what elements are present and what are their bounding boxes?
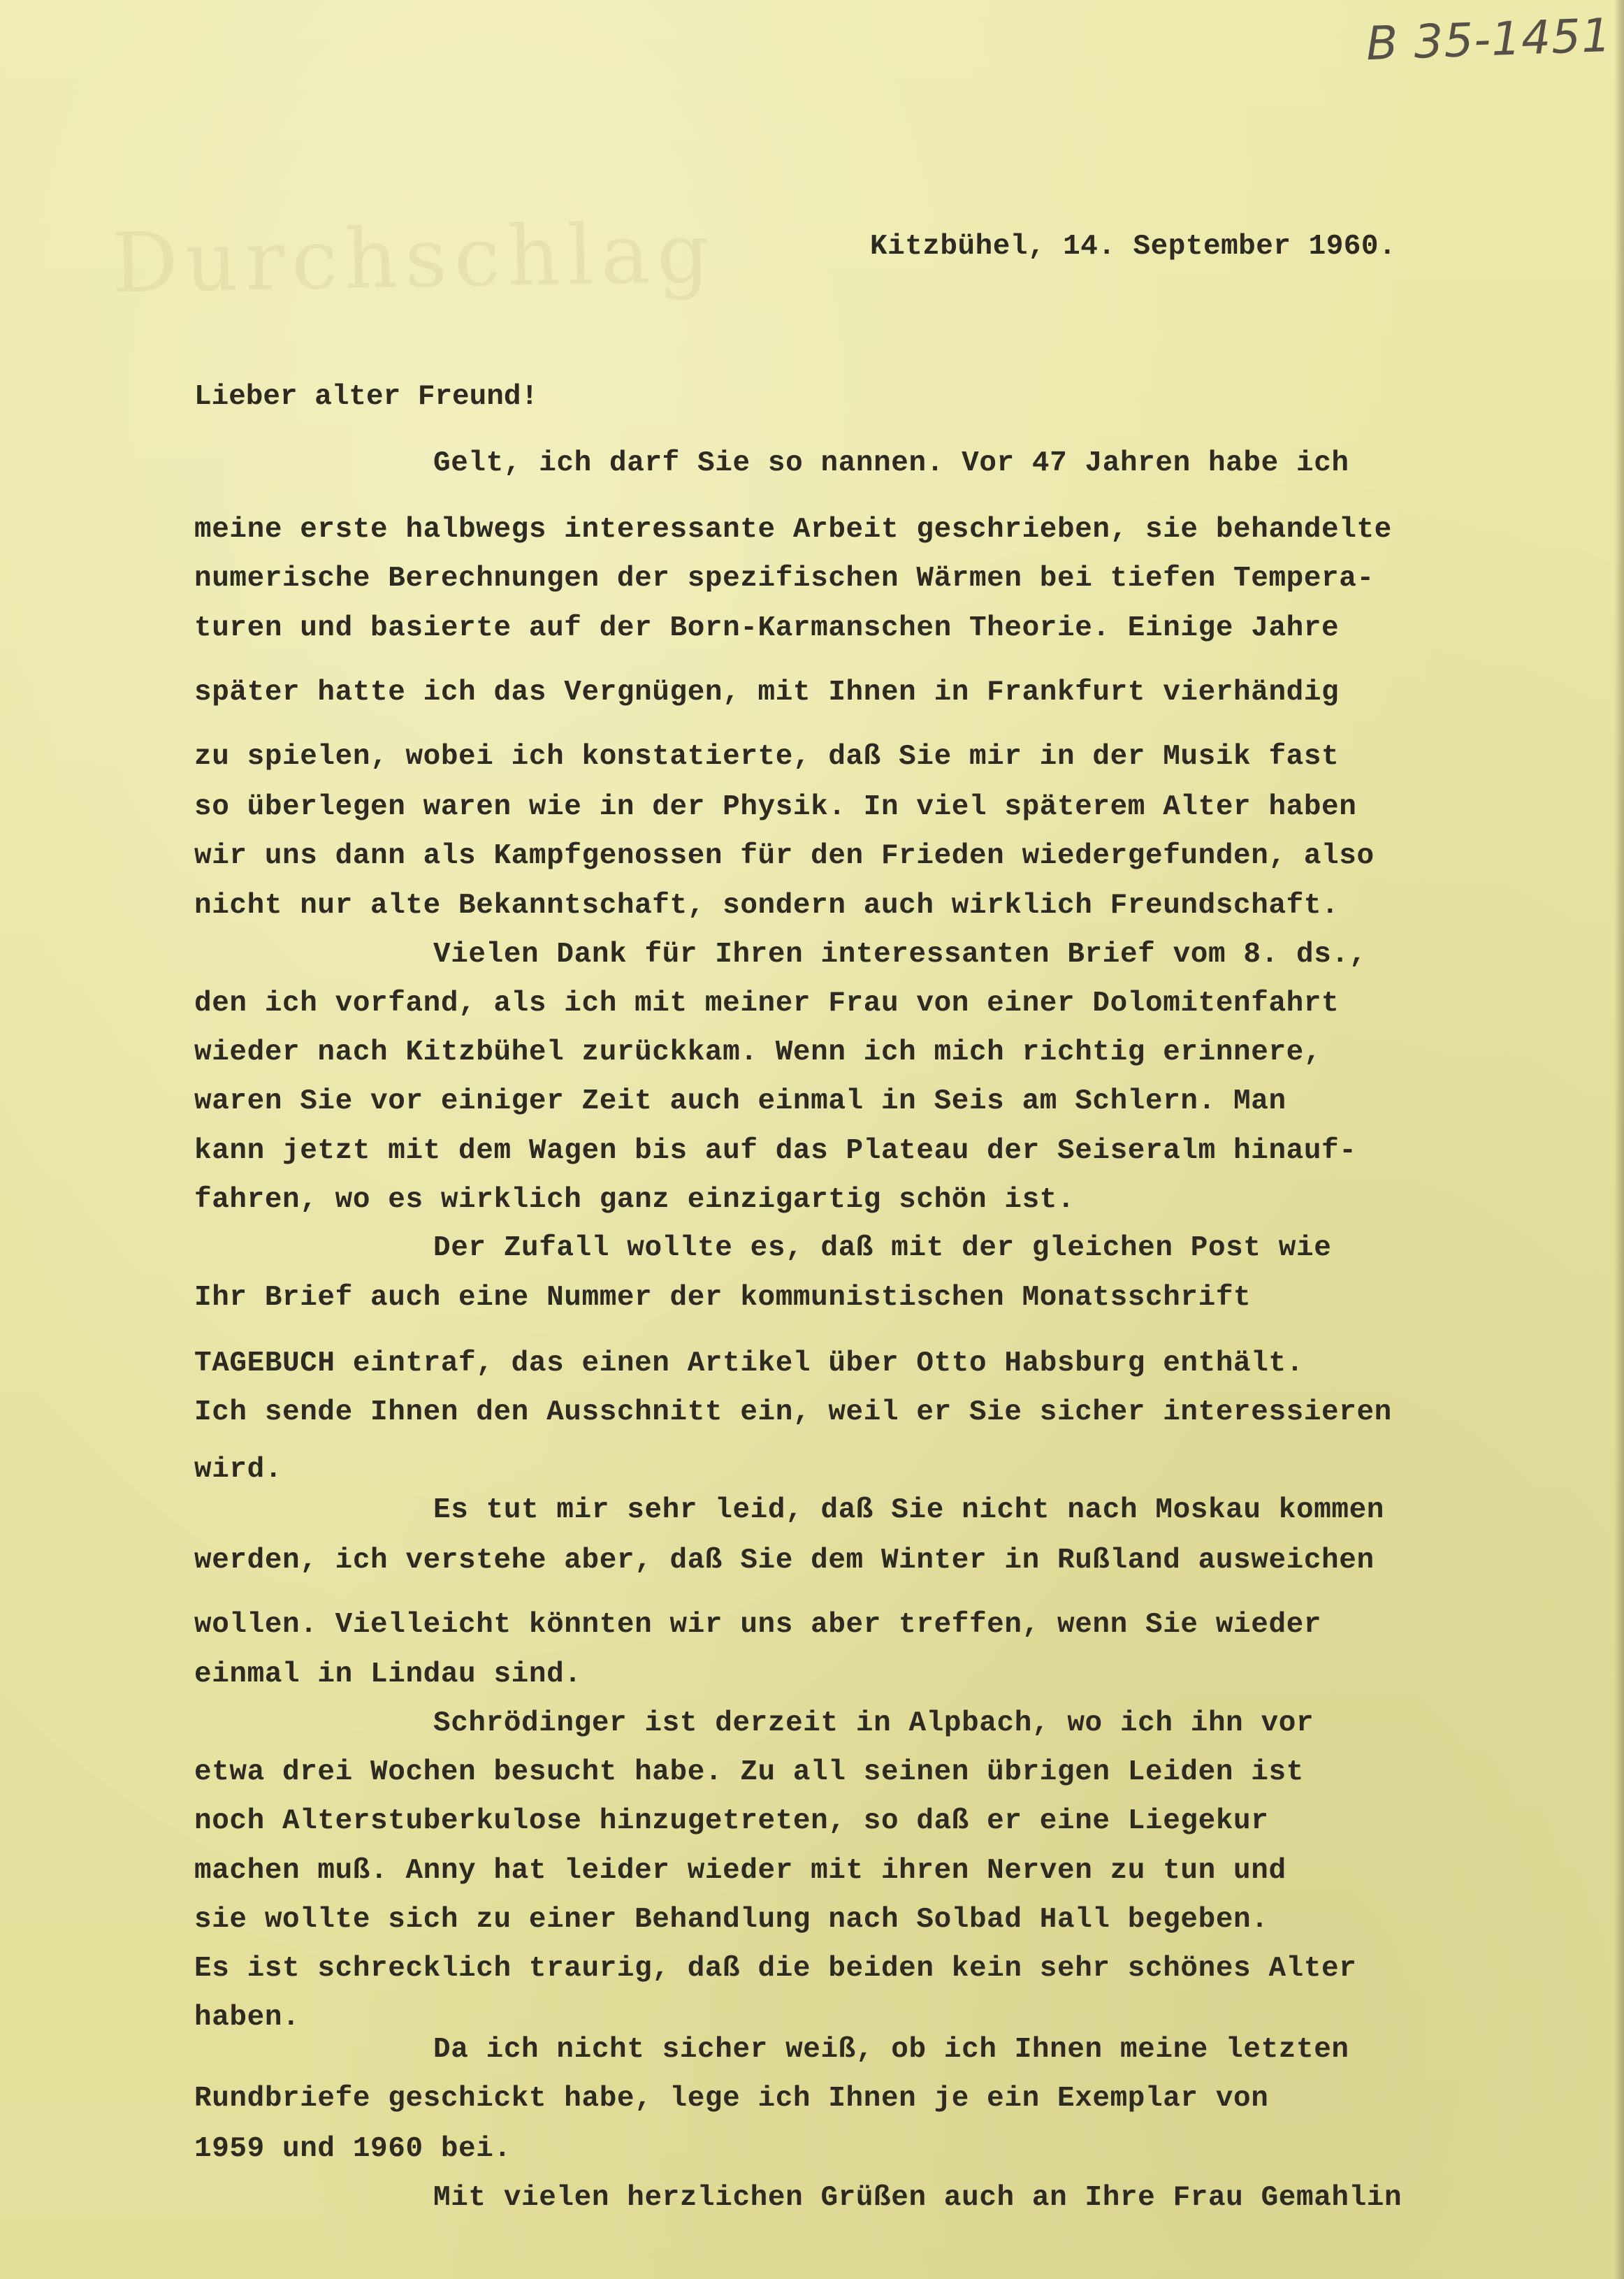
body-line: machen muß. Anny hat leider wieder mit ihren Nerven zu tun und <box>194 1855 1286 1887</box>
body-line: numerische Berechnungen der spezifischen Wärmen bei tiefen Tempera- <box>194 563 1375 595</box>
body-line: so überlegen waren wie in der Physik. In viel späterem Alter haben <box>194 791 1357 823</box>
letter-salutation: Lieber alter Freund! <box>194 381 539 413</box>
body-line: Ihr Brief auch eine Nummer der kommunistischen Monatsschrift <box>194 1282 1252 1314</box>
body-line: etwa drei Wochen besucht habe. Zu all seinen übrigen Leiden ist <box>194 1756 1304 1788</box>
body-line: waren Sie vor einiger Zeit auch einmal in Seis am Schlern. Man <box>194 1085 1286 1117</box>
body-line: noch Alterstuberkulose hinzugetreten, so daß er eine Liegekur <box>194 1805 1269 1837</box>
body-line: kann jetzt mit dem Wagen bis auf das Plateau der Seiseralm hinauf- <box>194 1135 1357 1167</box>
body-line: TAGEBUCH eintraf, das einen Artikel über Otto Habsburg enthält. <box>194 1347 1304 1380</box>
body-line: Gelt, ich darf Sie so nannen. Vor 47 Jahren habe ich <box>433 447 1349 479</box>
body-line: Vielen Dank für Ihren interessanten Brief vom 8. ds., <box>433 939 1367 971</box>
body-line: wird. <box>194 1454 283 1486</box>
body-line: den ich vorfand, als ich mit meiner Frau von einer Dolomitenfahrt <box>194 987 1340 1020</box>
body-line: Rundbriefe geschickt habe, lege ich Ihnen je ein Exemplar von <box>194 2083 1269 2115</box>
body-line: nicht nur alte Bekanntschaft, sondern auch wirklich Freundschaft. <box>194 890 1340 922</box>
body-line: Es tut mir sehr leid, daß Sie nicht nach Moskau kommen <box>433 1494 1385 1526</box>
body-line: Ich sende Ihnen den Ausschnitt ein, weil er Sie sicher interessieren <box>194 1396 1392 1428</box>
body-line: Es ist schrecklich traurig, daß die beiden kein sehr schönes Alter <box>194 1953 1357 1985</box>
body-line: meine erste halbwegs interessante Arbeit geschrieben, sie behandelte <box>194 514 1392 546</box>
body-line: turen und basierte auf der Born-Karmanschen Theorie. Einige Jahre <box>194 612 1340 644</box>
archive-reference-number: B 35-1451 <box>1365 8 1613 71</box>
body-line: werden, ich verstehe aber, daß Sie dem Winter in Rußland ausweichen <box>194 1544 1375 1577</box>
body-line: zu spielen, wobei ich konstatierte, daß Sie mir in der Musik fast <box>194 741 1340 773</box>
body-line: Der Zufall wollte es, daß mit der gleichen Post wie <box>433 1232 1332 1264</box>
body-line: wieder nach Kitzbühel zurückkam. Wenn ich mich richtig erinnere, <box>194 1036 1322 1069</box>
letter-dateline: Kitzbühel, 14. September 1960. <box>870 231 1397 263</box>
body-line: fahren, wo es wirklich ganz einzigartig schön ist. <box>194 1184 1075 1216</box>
body-line: wollen. Vielleicht könnten wir uns aber treffen, wenn Sie wieder <box>194 1609 1322 1641</box>
body-line: wir uns dann als Kampfgenossen für den Frieden wiedergefunden, also <box>194 840 1375 872</box>
faint-stamp: Durchschlag <box>110 204 718 312</box>
page-edge-shadow <box>1614 0 1624 2279</box>
body-line: Mit vielen herzlichen Grüßen auch an Ihre Frau Gemahlin <box>433 2182 1402 2214</box>
body-line: sie wollte sich zu einer Behandlung nach Solbad Hall begeben. <box>194 1904 1269 1936</box>
body-line: haben. <box>194 2002 300 2034</box>
body-line: 1959 und 1960 bei. <box>194 2133 512 2165</box>
body-line: Schrödinger ist derzeit in Alpbach, wo ich ihn vor <box>433 1707 1314 1739</box>
body-line: einmal in Lindau sind. <box>194 1658 582 1691</box>
body-line: Da ich nicht sicher weiß, ob ich Ihnen meine letzten <box>433 2034 1349 2066</box>
body-line: später hatte ich das Vergnügen, mit Ihnen in Frankfurt vierhändig <box>194 677 1340 709</box>
